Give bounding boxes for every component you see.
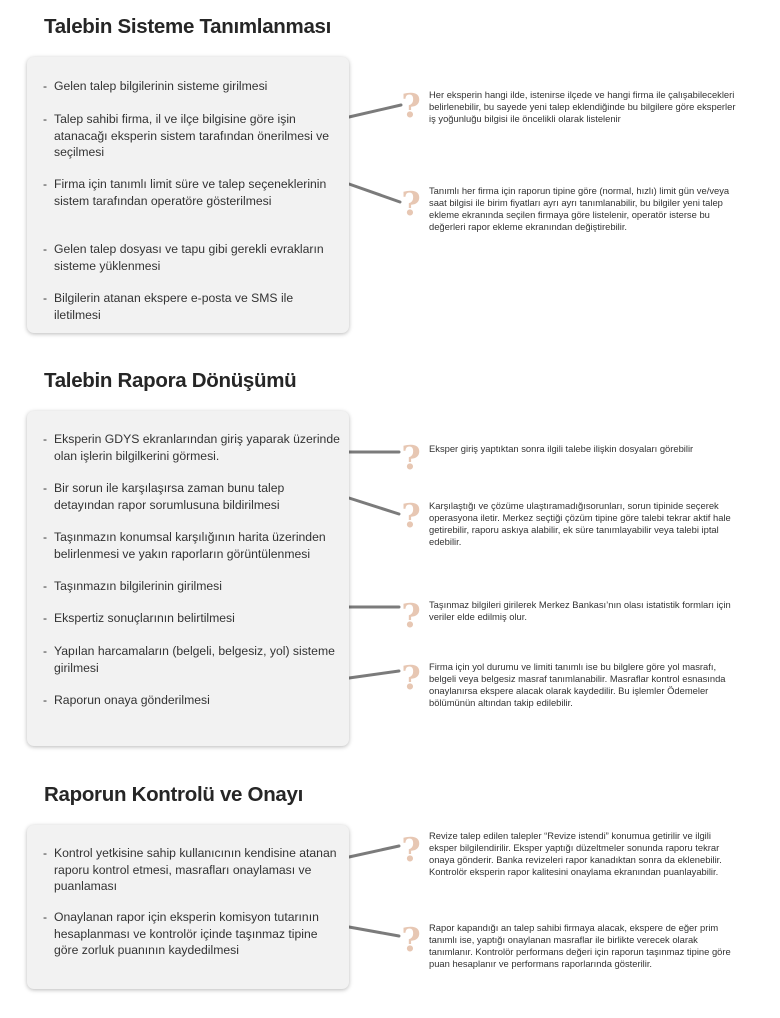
list-item-text: Talep sahibi firma, il ve ilçe bilgisine göre işin atanacağı eksperin sistem tarafından önerilmesi ve seçilmesi [54, 112, 330, 159]
list-item-text: Firma için tanımlı limit süre ve talep seçeneklerinin sistem tarafından operatöre gösterilmesi [54, 177, 327, 208]
list-item-text: Taşınmazın bilgilerinin girilmesi [54, 579, 222, 593]
note-text: Firma için yol durumu ve limiti tanımlı ise bu bilglere göre yol masrafı, belgeli veya belgesiz masraf tanımlanabilir. Masraflar kontrol esnasında onaylanırsa ekspere alacak olarak kaydedilir. Bu işlemler Ödemeler bölümünün altından takip edilebilir. [429, 661, 726, 709]
list-item-text: Onaylanan rapor için eksperin komisyon tutarının hesaplanması ve kontrolör içinde taşınmaz tipine göre zorluk puanının kaydedilmesi [54, 910, 319, 957]
list-item [43, 480, 343, 513]
list-item-text: Gelen talep dosyası ve tapu gibi gerekli evrakların sisteme yüklenmesi [54, 242, 324, 273]
connector-line [349, 105, 401, 117]
dash-bullet: - [43, 481, 48, 495]
list-item-text: Raporun onaya gönderilmesi [54, 693, 210, 707]
list-item-text: Gelen talep bilgilerinin sisteme girilmesi [54, 79, 268, 93]
list-item-text: Kontrol yetkisine sahip kullanıcının kendisine atanan raporu kontrol etmesi, masrafları onaylaması ve puanlaması [54, 846, 337, 893]
list-item [43, 529, 343, 562]
dash-bullet: - [43, 530, 48, 544]
connector-line [349, 671, 399, 678]
list-item-text: Yapılan harcamaların (belgeli, belgesiz, yol) sisteme girilmesi [54, 644, 335, 675]
dash-bullet: - [43, 693, 48, 707]
dash-bullet: - [43, 611, 48, 625]
dash-bullet: - [43, 79, 48, 93]
question-mark-icon: ? [401, 496, 421, 535]
list-item [43, 610, 343, 627]
steps-card [27, 57, 349, 333]
list-item-text: Taşınmazın konumsal karşılığının harita üzerinden belirlenmesi ve yakın raporların görüntülenmesi [54, 530, 326, 561]
list-item [43, 643, 343, 676]
list-item-text: Bir sorun ile karşılaşırsa zaman bunu talep detayından rapor sorumlusuna bildirilmesi [54, 481, 285, 512]
dash-bullet: - [43, 177, 48, 191]
list-item [43, 78, 343, 95]
list-item [43, 111, 343, 161]
list-item [43, 845, 343, 895]
note-text: Rapor kapandığı an talep sahibi firmaya alacak, ekspere de eğer prim tanımlı ise, yaptığı onaylanan masraflar ile birlikte verecek olarak tanımlanır. Kontrolör performans değeri için raporun taşınmaz tipine göre puan hesaplanır ve performans raporlarında gösterilir. [429, 922, 731, 970]
list-item [43, 290, 343, 323]
list-item [43, 692, 343, 709]
list-item [43, 176, 343, 209]
section-title: Talebin Rapora Dönüşümü [44, 369, 297, 392]
list-item [43, 909, 343, 959]
question-mark-icon: ? [401, 596, 421, 635]
section-title: Talebin Sisteme Tanımlanması [44, 15, 332, 38]
connector-line [349, 927, 399, 936]
question-mark-icon: ? [401, 830, 421, 869]
connector-line [349, 184, 400, 202]
note-text: Eksper giriş yaptıktan sonra ilgili talebe ilişkin dosyaları görebilir [429, 443, 694, 454]
list-item-text: Bilgilerin atanan ekspere e-posta ve SMS ile iletilmesi [54, 291, 294, 322]
note-text: Karşılaştığı ve çözüme ulaştıramadığısorunları, sorun tipinide seçerek operasyona iletir. Merkez seçtiği çözüm tipine göre talebi tekrar aktif hale getirebilir, raporu askıya alabilir, ek süre tanımlayabilir veya talebi iptal edebilir. [429, 500, 731, 548]
question-mark-icon: ? [401, 438, 421, 477]
dash-bullet: - [43, 432, 48, 446]
dash-bullet: - [43, 242, 48, 256]
connector-line [349, 846, 399, 857]
question-mark-icon: ? [401, 86, 421, 125]
steps-card [27, 825, 349, 989]
connector-line [349, 498, 399, 514]
list-item [43, 241, 343, 274]
note-text: Tanımlı her firma için raporun tipine göre (normal, hızlı) limit gün ve/veya saat bilgisi ile birim fiyatları ayrı ayrı tanımlanabilir, bu bilgiler yeni talep ekleme ekranında seçilen firmaya göre listelenir, operatör isterse bu değerleri rapor ekleme ekranından değiştirebilir. [429, 185, 730, 233]
question-mark-icon: ? [401, 658, 421, 697]
dash-bullet: - [43, 579, 48, 593]
steps-card [27, 411, 349, 746]
dash-bullet: - [43, 291, 48, 305]
note-text: Revize talep edilen talepler “Revize istendi” konumua getirilir ve ilgili eksper bilgilendirilir. Eksper yaptığı düzeltmeler sonunda raporu tekrar onaya gönderir. Banka revizeleri rapor kanadıktan sonra da eklenebilir. Kontrolör eksperin rapor kalitesini onaylama ekranından puanlayabilir. [429, 830, 722, 878]
list-item-text: Eksperin GDYS ekranlarından giriş yaparak üzerinde olan işlerin bilgilkerini görmesi. [54, 432, 340, 463]
dash-bullet: - [43, 112, 48, 126]
section-title: Raporun Kontrolü ve Onayı [44, 783, 304, 806]
list-item [43, 578, 343, 595]
list-item [43, 431, 343, 464]
note-text: Taşınmaz bilgileri girilerek Merkez Bankası’nın olası istatistik formları için veriler elde edilmiş olur. [429, 599, 731, 623]
dash-bullet: - [43, 910, 48, 924]
dash-bullet: - [43, 846, 48, 860]
question-mark-icon: ? [401, 184, 421, 223]
list-item-text: Ekspertiz sonuçlarının belirtilmesi [54, 611, 235, 625]
note-text: Her eksperin hangi ilde, istenirse ilçede ve hangi firma ile çalışabilecekleri belirlenebilir, bu sayede yeni talep eklendiğinde bu bilgilere göre eksperler iş yoğunluğu bilgisi ile öncelikli olarak listelenir [429, 89, 736, 125]
question-mark-icon: ? [401, 920, 421, 959]
dash-bullet: - [43, 644, 48, 658]
